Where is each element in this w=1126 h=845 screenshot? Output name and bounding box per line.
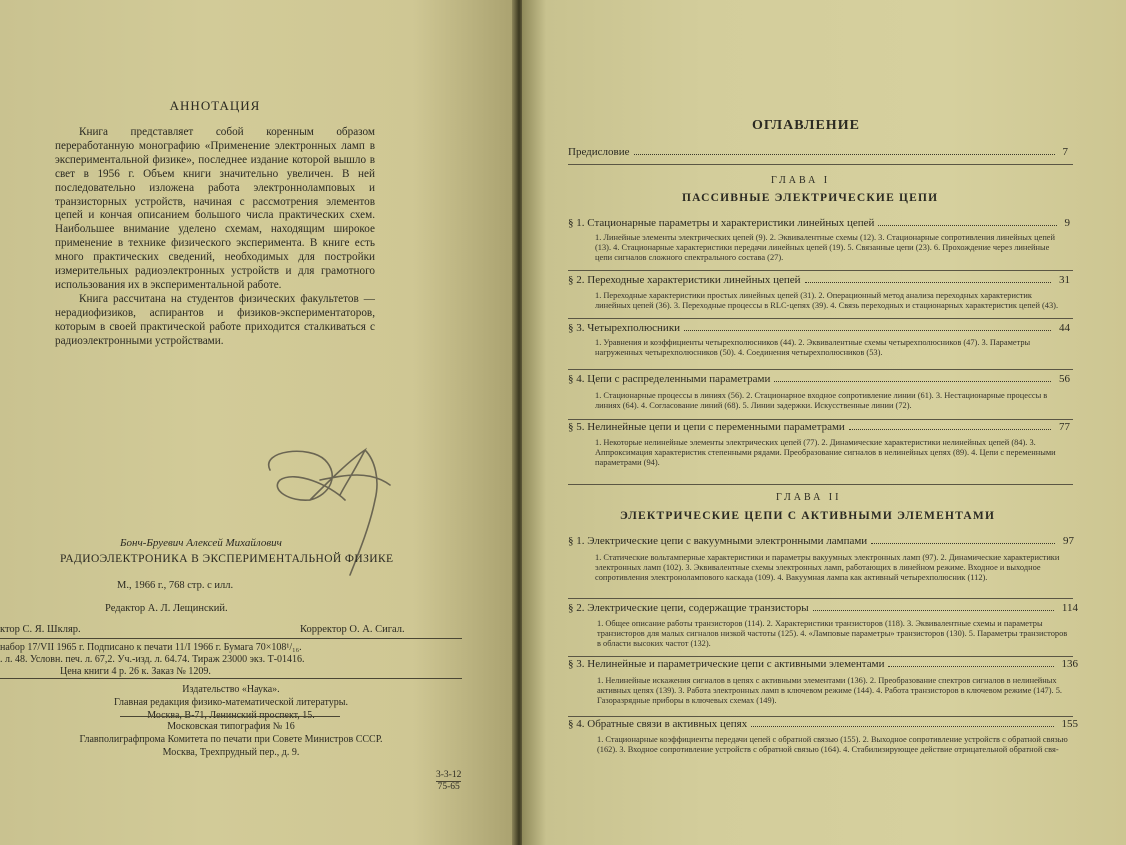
dot-leader (871, 543, 1055, 544)
toc-entry-label: § 4. Обратные связи в активных цепях (568, 718, 748, 730)
toc-entry-page: 77 (1059, 421, 1070, 433)
toc-entry-page: 136 (1061, 658, 1078, 670)
toc-section-description: 1. Общее описание работы транзисторов (114). 2. Характеристики транзисторов (118). 3. Эквивалентные схемы и параметры транзисторов для малых сигналов низкой частоты (125). 4. «Ламповые параметры» транзисторов (130). 5. Параметры транзисторов в области высоких частот (132). (597, 619, 1068, 648)
typography-line: Московская типография № 16 (167, 721, 295, 732)
chapter-2-title: ЭЛЕКТРИЧЕСКИЕ ЦЕПИ С АКТИВНЫМИ ЭЛЕМЕНТАМИ (620, 510, 996, 522)
toc-section (568, 602, 1078, 614)
dot-leader (849, 429, 1051, 430)
toc-section-description: 1. Некоторые нелинейные элементы электрических цепей (77). 2. Динамические характеристики нелинейных цепей (84). 3. Аппроксимация характеристик степенными рядами. Преобразование сигналов в нелинейных цепях (89). 4. Цепи с переменными параметрами (94). (595, 438, 1056, 467)
divider (568, 656, 1073, 657)
typography-line: Москва, Трехпрудный пер., д. 9. (162, 747, 300, 758)
editor-line: Редактор А. Л. Лещинский. (105, 603, 228, 614)
toc-section-description: 1. Нелинейные искажения сигналов в цепях с активными элементами (136). 2. Преобразование спектров сигналов в нелинейных активных цепях (139). 3. Работа электронных ламп в ключевом режиме (144). 4. Работа транзисторов в ключевом режиме (147). 5. Газоразрядные приборы в ключевых схемах (149). (597, 676, 1062, 705)
print-line: . л. 48. Условн. печ. л. 67,2. Уч.-изд. л. 64.74. Тираж 23000 экз. Т-01416. (0, 654, 305, 665)
toc-section (568, 217, 1070, 229)
print-details (0, 642, 305, 678)
chapter-2-label: ГЛАВА II (776, 492, 842, 503)
dot-leader (888, 666, 1053, 667)
toc-entry-label: § 1. Электрические цепи с вакуумными электронными лампами (568, 535, 868, 547)
publisher-line: Главная редакция физико-математической литературы. (114, 697, 348, 708)
divider (0, 638, 462, 639)
toc-section (568, 658, 1078, 670)
dot-leader (634, 154, 1055, 155)
corrector-line: Корректор О. А. Сигал. (300, 624, 405, 635)
dot-leader (813, 610, 1054, 611)
toc-entry-page: 114 (1061, 602, 1078, 614)
divider (568, 318, 1073, 319)
divider (568, 484, 1073, 485)
divider (568, 419, 1073, 420)
toc-entry-label: § 2. Переходные характеристики линейных цепей (568, 274, 801, 286)
divider (568, 598, 1073, 599)
toc-section (568, 718, 1078, 730)
divider (568, 164, 1073, 165)
annotation-title: АННОТАЦИЯ (169, 98, 261, 113)
print-line: набор 17/VII 1965 г. Подписано к печати 11/I 1966 г. Бумага 70×108¹/₁₆. (0, 642, 302, 653)
book-title: РАДИОЭЛЕКТРОНИКА В ЭКСПЕРИМЕНТАЛЬНОЙ ФИЗИКЕ (60, 553, 394, 565)
toc-entry-label: § 3. Нелинейные и параметрические цепи с активными элементами (568, 658, 885, 670)
imprint: М., 1966 г., 768 стр. с илл. (117, 580, 234, 591)
author-name: Бонч-Бруевич Алексей Михайлович (120, 537, 282, 549)
publisher-line: Москва, В-71, Ленинский проспект, 15. (147, 710, 315, 721)
toc-section-description: 1. Переходные характеристики простых линейных цепей (31). 2. Операционный метод анализа переходных характеристик линейных цепей (36). 3. Переходные процессы в RLC-цепях (39). 4. Связь переходных и стационарных характеристик цепей (43). (595, 291, 1059, 310)
toc-entry-page: 44 (1059, 322, 1070, 334)
divider (0, 678, 462, 679)
toc-section (568, 274, 1070, 286)
dot-leader (684, 330, 1051, 331)
toc-title: ОГЛАВЛЕНИЕ (752, 118, 860, 133)
toc-entry-label: Предисловие (568, 146, 630, 158)
left-page (0, 0, 516, 845)
tech-editor-line: ктор С. Я. Шкляр. (0, 624, 81, 635)
chapter-1-title: ПАССИВНЫЕ ЭЛЕКТРИЧЕСКИЕ ЦЕПИ (682, 192, 939, 204)
publisher-line: Издательство «Наука». (182, 684, 280, 695)
toc-section-description: 1. Линейные элементы электрических цепей (9). 2. Эквивалентные схемы (12). 3. Стационарные сопротивления линейных цепей (13). 4. Стационарные характеристики передачи линейных цепей (19). 5. Связанные цепи (23). 6. Прохождение через линейные цепи сигналов сложного спектрального состава (27). (595, 233, 1056, 262)
catalog-code: 75-65 (437, 782, 460, 792)
toc-section (568, 373, 1070, 385)
toc-section-description: 1. Стационарные коэффициенты передачи цепей с обратной связью (155). 2. Выходное сопротивление устройств с обратной связью (162). 3. Входное сопротивление устройств с обратной связью (164). 4. Стабилизирующее действие отрицательной обратной свя- (597, 735, 1068, 754)
toc-section-description: 1. Уравнения и коэффициенты четырехполюсников (44). 2. Эквивалентные схемы четырехполюсников (47). 3. Параметры нагруженных четырехполюсников (50). 4. Соединения четырехполюсников (53). (595, 338, 1031, 357)
annotation-paragraph-1: Книга представляет собой коренным образом переработанную монографию «Применение электронных ламп в экспериментальной физике», последнее издание которой вышло в свет в 1956 г. Объем книги значительно увеличен. В ней последовательно изложена работа электронноламповых и транзисторных устройств, начиная с рассмотрения элементов цепей и кончая описанием большого числа практических схем. Наибольшее внимание уделено схемам, находящим широкое применение в технике физического эксперимента. В книге есть много практических сведений, необходимых для постройки измерительных радиоэлектронных устройств и для грамотного использования их в экспериментальной работе. (55, 126, 375, 291)
toc-entry-page: 97 (1063, 535, 1074, 547)
chapter-1-label: ГЛАВА I (771, 175, 831, 186)
divider (120, 716, 340, 717)
catalog-code: 3-3-12 (436, 770, 462, 780)
dot-leader (751, 726, 1053, 727)
divider (568, 369, 1073, 370)
toc-entry-label: § 3. Четырехполюсники (568, 322, 681, 334)
toc-entry-page: 56 (1059, 373, 1070, 385)
dot-leader (878, 225, 1056, 226)
annotation-paragraph-2: Книга рассчитана на студентов физических факультетов — нерадиофизиков, аспирантов и физиков-экспериментаторов, которым в своей практической работе приходится сталкиваться с радиоэлектронными устройствами. (55, 292, 375, 347)
typography-line: Главполиграфпрома Комитета по печати при Совете Министров СССР. (79, 734, 383, 745)
toc-entry-page: 31 (1059, 274, 1070, 286)
toc-entry-label: § 2. Электрические цепи, содержащие транзисторы (568, 602, 809, 614)
divider (568, 716, 1073, 717)
toc-entry-label: § 5. Нелинейные цепи и цепи с переменными параметрами (568, 421, 845, 433)
toc-entry-label: § 1. Стационарные параметры и характеристики линейных цепей (568, 217, 875, 229)
toc-section (568, 322, 1070, 334)
dot-leader (805, 282, 1051, 283)
toc-section-description: 1. Стационарные процессы в линиях (56). 2. Стационарное входное сопротивление линии (61). 3. Нестационарные процессы в линиях (64). 4. Согласование линий (68). 5. Линии задержки. Искусственные линии (72). (595, 391, 1048, 410)
toc-entry-preface (568, 146, 1068, 158)
handwritten-signature (250, 440, 410, 590)
catalog-codes (436, 770, 461, 793)
toc-section-description: 1. Статические вольтамперные характеристики и параметры вакуумных электронных ламп (97). 2. Динамические характеристики электронных ламп (102). 3. Эквивалентные схемы электронных ламп, работающих в линейном режиме. Входное и выходное сопротивления электронолампового каскада (109). 4. Вакуумная лампа как активный четырехполюсник (112). (595, 553, 1060, 582)
print-line: Цена книги 4 р. 26 к. Заказ № 1209. (60, 666, 211, 677)
typography-block (0, 720, 462, 759)
toc-section (568, 421, 1070, 433)
toc-section (568, 535, 1074, 547)
annotation-body (55, 126, 375, 349)
divider (568, 270, 1073, 271)
toc-entry-page: 9 (1064, 217, 1070, 229)
dot-leader (774, 381, 1051, 382)
toc-entry-label: § 4. Цепи с распределенными параметрами (568, 373, 771, 385)
toc-entry-page: 155 (1061, 718, 1078, 730)
toc-entry-page: 7 (1062, 146, 1068, 158)
